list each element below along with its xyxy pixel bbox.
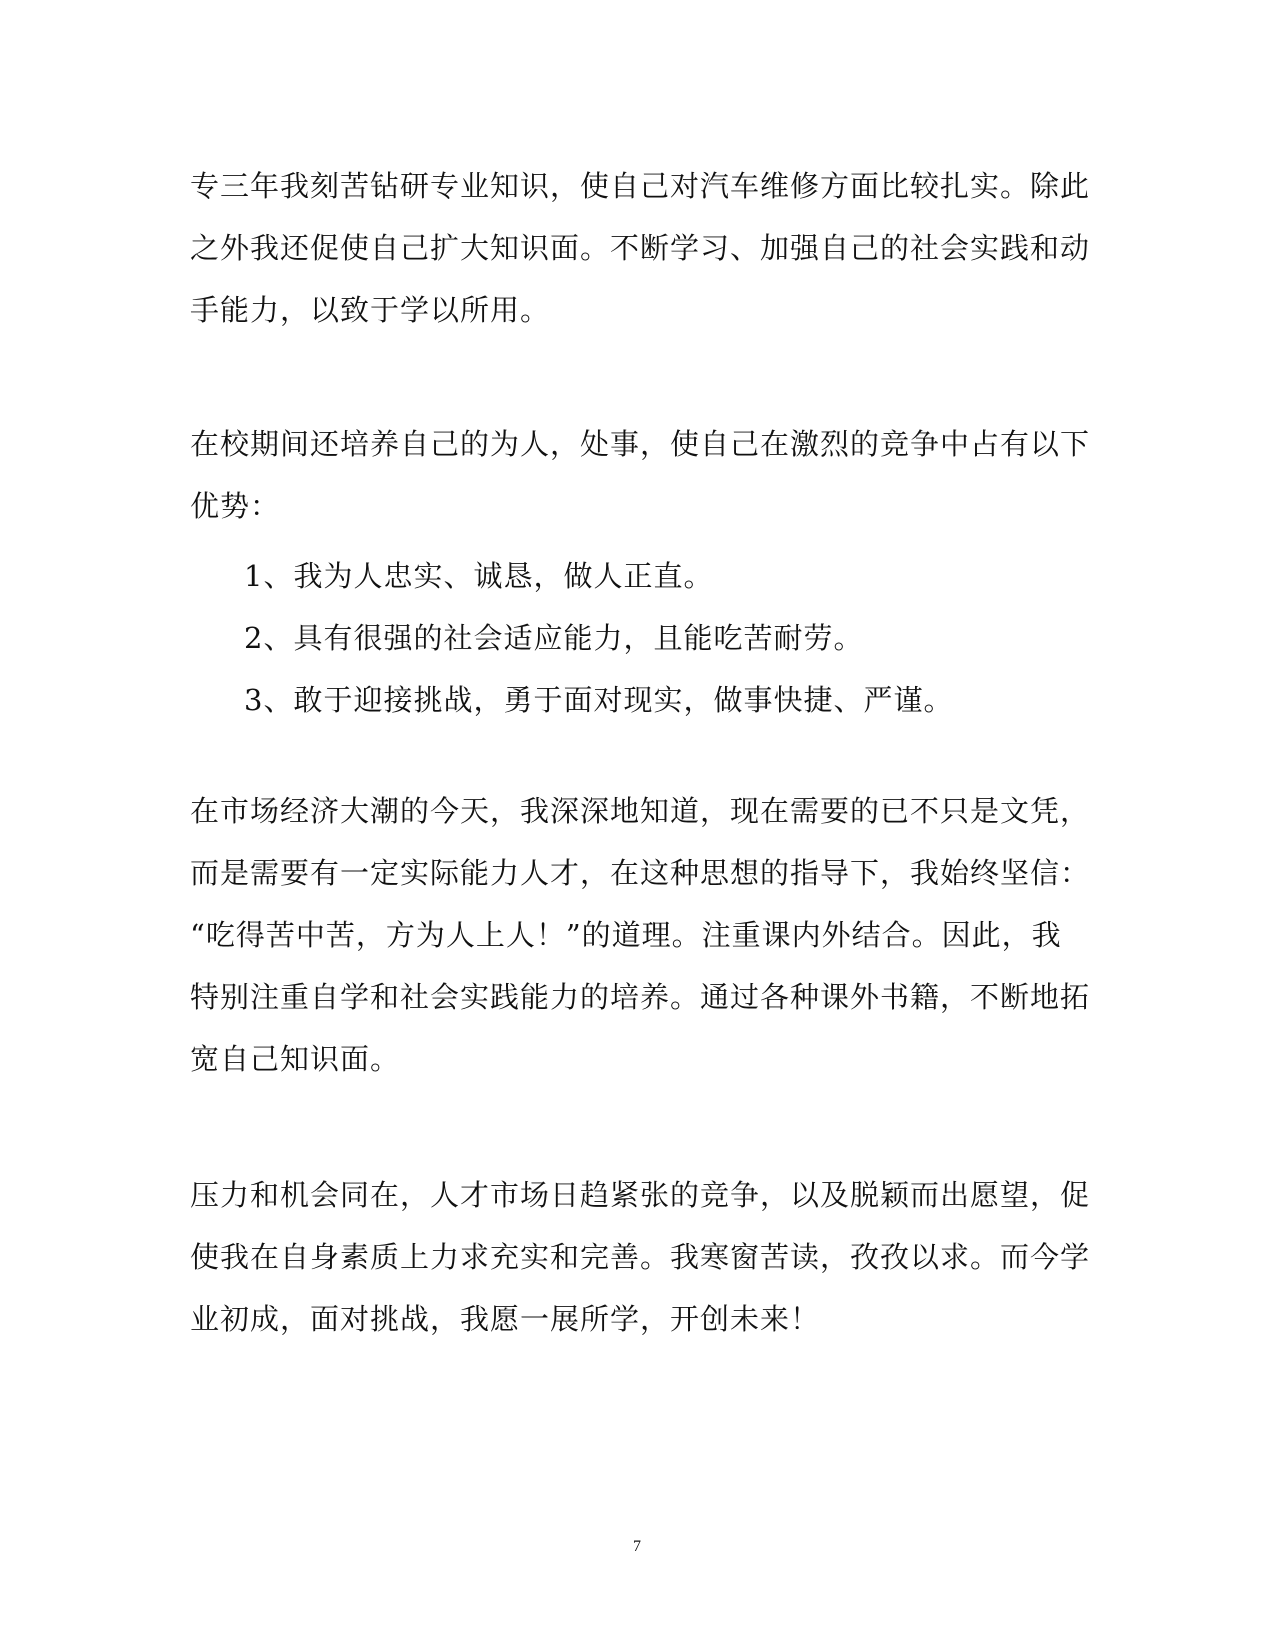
page-number: 7 [633,1538,641,1555]
paragraph-pressure-opportunity [190,1164,1091,1350]
paragraph-line: “吃得苦中苦，方为人上人！”的道理。注重课内外结合。因此，我 [190,918,1062,952]
advantages-list [190,545,1070,731]
list-item: 1、我为人忠实、诚恳，做人正直。 [244,559,714,593]
paragraph-advantages-intro [190,413,1091,537]
paragraph-line: 业初成，面对挑战，我愿一展所学，开创未来！ [190,1302,821,1336]
paragraph-line: 压力和机会同在，人才市场日趋紧张的竞争，以及脱颖而出愿望，促 [190,1178,1091,1212]
list-item: 2、具有很强的社会适应能力，且能吃苦耐劳。 [244,621,864,655]
paragraph-line: 在市场经济大潮的今天，我深深地知道，现在需要的已不只是文凭， [190,794,1091,828]
paragraph-line: 在校期间还培养自己的为人，处事，使自己在激烈的竞争中占有以下 [190,427,1091,461]
paragraph-line: 手能力，以致于学以所用。 [190,293,551,327]
paragraph-market-economy [190,780,1091,1090]
paragraph-line: 使我在自身素质上力求充实和完善。我寒窗苦读，孜孜以求。而今学 [190,1240,1091,1274]
paragraph-line: 专三年我刻苦钻研专业知识，使自己对汽车维修方面比较扎实。除此 [190,169,1091,203]
paragraph-line: 特别注重自学和社会实践能力的培养。通过各种课外书籍，不断地拓 [190,980,1091,1014]
paragraph-line: 之外我还促使自己扩大知识面。不断学习、加强自己的社会实践和动 [190,231,1091,265]
list-item: 3、敢于迎接挑战，勇于面对现实，做事快捷、严谨。 [244,683,954,717]
paragraph-professional-study [190,155,1091,341]
paragraph-line: 宽自己知识面。 [190,1042,401,1076]
paragraph-line: 而是需要有一定实际能力人才，在这种思想的指导下，我始终坚信： [190,856,1091,890]
paragraph-line: 优势： [190,489,281,523]
